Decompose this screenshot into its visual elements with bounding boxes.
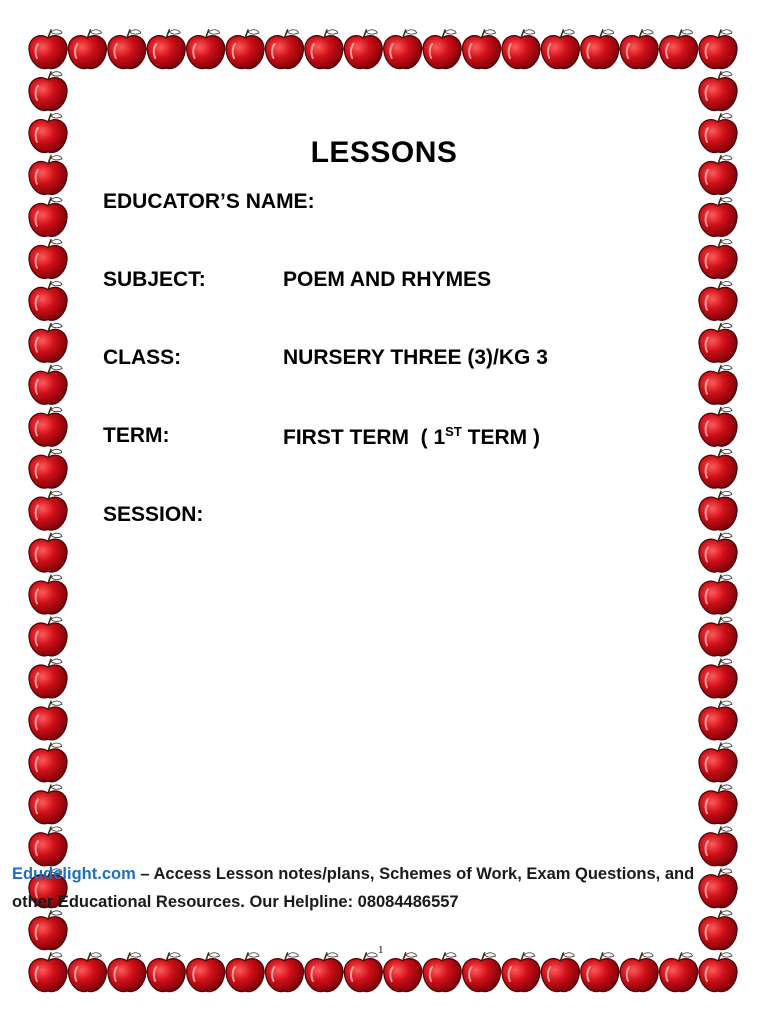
apple-icon [29, 743, 67, 782]
apple-icon [699, 911, 737, 950]
apple-icon [620, 30, 658, 69]
apple-icon [147, 30, 185, 69]
apple-icon [699, 449, 737, 488]
apple-icon [29, 323, 67, 362]
term-label: TERM: [103, 424, 170, 447]
apple-icon [29, 533, 67, 572]
class-value: NURSERY THREE (3)/KG 3 [283, 346, 548, 369]
apple-icon [226, 953, 264, 992]
footer-note [12, 860, 752, 916]
term-value-suffix: TERM ) [461, 426, 540, 449]
apple-icon [344, 30, 382, 69]
apple-icon [29, 365, 67, 404]
apple-icon [29, 240, 67, 279]
apple-icon [108, 30, 146, 69]
apple-icon [423, 953, 461, 992]
apple-icon [68, 953, 106, 992]
apple-icon [620, 953, 658, 992]
apple-icon [68, 30, 106, 69]
footer-line-1 [12, 860, 752, 888]
apple-icon [423, 30, 461, 69]
apple-icon [29, 701, 67, 740]
apple-icon [699, 491, 737, 530]
apple-icon [305, 953, 343, 992]
session-label: SESSION: [103, 503, 204, 526]
apple-icon [699, 617, 737, 656]
apple-icon [462, 30, 500, 69]
apple-icon [699, 785, 737, 824]
apple-icon [187, 30, 225, 69]
apple-icon [462, 953, 500, 992]
apple-icon [29, 911, 67, 950]
apple-icon [384, 953, 422, 992]
apple-icon [699, 701, 737, 740]
apple-icon [29, 72, 67, 111]
apple-icon [541, 30, 579, 69]
apple-icon [29, 953, 67, 992]
apple-icon [29, 281, 67, 320]
footer-line-1-text: – Access Lesson notes/plans, Schemes of Work, Exam Questions, and [135, 865, 695, 883]
apple-icon [147, 953, 185, 992]
apple-icon [502, 30, 540, 69]
apple-icon [29, 30, 67, 69]
apple-icon [581, 953, 619, 992]
apple-icon [699, 533, 737, 572]
apple-icon [502, 953, 540, 992]
footer-line-2: other Educational Resources. Our Helpline: 08084486557 [12, 893, 459, 911]
subject-label: SUBJECT: [103, 268, 206, 291]
apple-icon [187, 953, 225, 992]
apple-icon [265, 30, 303, 69]
apple-icon [699, 281, 737, 320]
apple-icon [29, 198, 67, 237]
term-value-superscript: ST [445, 424, 462, 439]
apple-icon [29, 617, 67, 656]
site-link[interactable]: Edudelight.com [12, 865, 136, 883]
apple-icon [699, 659, 737, 698]
apple-icon [699, 365, 737, 404]
educator-name-label: EDUCATOR’S NAME: [103, 190, 315, 213]
apple-icon [699, 743, 737, 782]
page-number: 1 [378, 944, 384, 956]
apple-icon [541, 953, 579, 992]
apple-icon [305, 30, 343, 69]
apple-icon [344, 953, 382, 992]
apple-icon [29, 659, 67, 698]
apple-icon [660, 30, 698, 69]
apple-icon [29, 785, 67, 824]
apple-icon [699, 198, 737, 237]
apple-icon [699, 72, 737, 111]
apple-icon [226, 30, 264, 69]
term-value [283, 424, 540, 450]
apple-icon [581, 30, 619, 69]
apple-icon [699, 575, 737, 614]
apple-icon [699, 407, 737, 446]
apple-icon [699, 30, 737, 69]
apple-icon [29, 491, 67, 530]
apple-icon [699, 953, 737, 992]
subject-value: POEM AND RHYMES [283, 268, 492, 291]
apple-icon [699, 323, 737, 362]
apple-icon [29, 449, 67, 488]
apple-icon [384, 30, 422, 69]
apple-icon [108, 953, 146, 992]
apple-icon [265, 953, 303, 992]
apple-icon [29, 575, 67, 614]
class-label: CLASS: [103, 346, 182, 369]
apple-icon [660, 953, 698, 992]
page-title: LESSONS [310, 136, 458, 169]
term-value-prefix: FIRST TERM ( 1 [283, 426, 446, 449]
apple-icon [699, 240, 737, 279]
apple-icon [29, 407, 67, 446]
